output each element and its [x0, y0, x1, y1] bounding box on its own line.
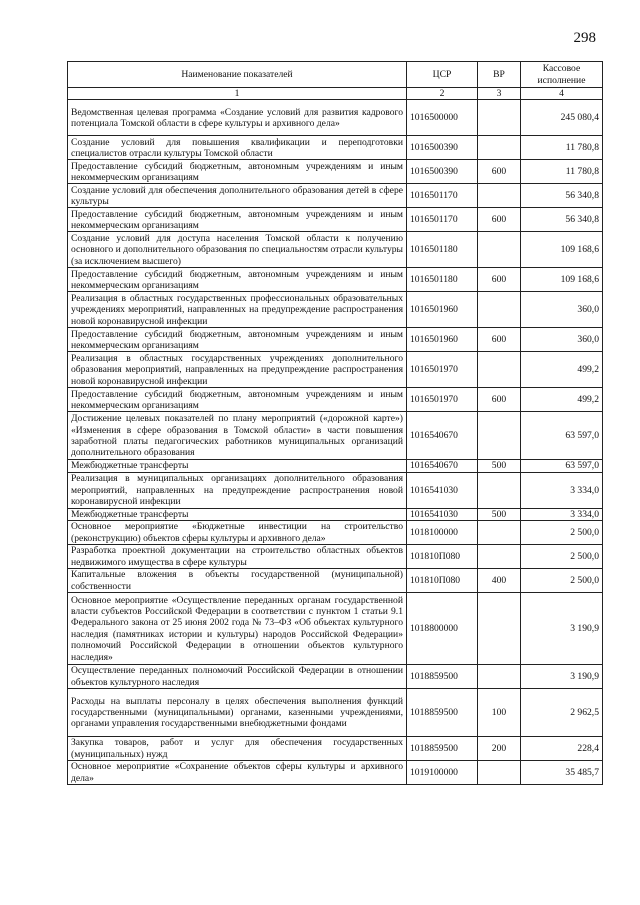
row-vr: 600: [478, 160, 521, 184]
row-name: Межбюджетные трансферты: [68, 508, 407, 520]
column-number: 2: [407, 88, 478, 100]
header-vr: ВР: [478, 62, 521, 88]
page-number: 298: [573, 30, 596, 46]
row-csr: 101810П080: [407, 545, 478, 569]
row-name: Достижение целевых показателей по плану мероприятий («дорожной карте») «Изменения в сфере образования в Томской области» в части повышения заработной платы педагогических работников муниципальных организаций дополнительного образования: [68, 412, 407, 460]
row-vr: 100: [478, 689, 521, 737]
row-amount: 360,0: [521, 328, 603, 352]
row-csr: 1016541030: [407, 472, 478, 508]
row-name: Разработка проектной документации на строительство областных объектов недвижимого имущества в сфере культуры: [68, 545, 407, 569]
row-vr: [478, 545, 521, 569]
table-row: [68, 761, 603, 785]
column-number: 4: [521, 88, 603, 100]
column-number: 3: [478, 88, 521, 100]
row-csr: 1016501170: [407, 208, 478, 232]
row-name: Основное мероприятие «Сохранение объектов сферы культуры и архивного дела»: [68, 761, 407, 785]
table-row: [68, 508, 603, 520]
row-csr: 1016541030: [407, 508, 478, 520]
table-row: [68, 328, 603, 352]
table-row: [68, 521, 603, 545]
row-csr: 101810П080: [407, 569, 478, 593]
row-csr: 1016500390: [407, 160, 478, 184]
row-csr: 1016540670: [407, 460, 478, 472]
row-csr: 1016501960: [407, 328, 478, 352]
row-vr: [478, 184, 521, 208]
row-csr: 1016500000: [407, 100, 478, 136]
row-name: Реализация в муниципальных организациях дополнительного образования мероприятий, направленных на предупреждение распространения новой коронавирусной инфекции: [68, 472, 407, 508]
row-name: Создание условий для обеспечения дополнительного образования детей в сфере культуры: [68, 184, 407, 208]
row-vr: 400: [478, 569, 521, 593]
row-amount: 499,2: [521, 352, 603, 388]
row-name: Предоставление субсидий бюджетным, автономным учреждениям и иным некоммерческим организациям: [68, 208, 407, 232]
row-vr: 600: [478, 208, 521, 232]
table-row: [68, 184, 603, 208]
row-name: Межбюджетные трансферты: [68, 460, 407, 472]
row-vr: [478, 232, 521, 268]
row-csr: 1016540670: [407, 412, 478, 460]
row-csr: 1016500390: [407, 136, 478, 160]
row-name: Закупка товаров, работ и услуг для обеспечения государственных (муниципальных) нужд: [68, 737, 407, 761]
row-amount: 2 500,0: [521, 569, 603, 593]
table-row: [68, 208, 603, 232]
table-row: [68, 232, 603, 268]
row-csr: 1018100000: [407, 521, 478, 545]
table-row: [68, 160, 603, 184]
row-amount: 63 597,0: [521, 460, 603, 472]
table-row: [68, 100, 603, 136]
row-amount: 11 780,8: [521, 136, 603, 160]
row-amount: 3 334,0: [521, 472, 603, 508]
row-amount: 11 780,8: [521, 160, 603, 184]
row-name: Создание условий для повышения квалификации и переподготовки специалистов отрасли культуры Томской области: [68, 136, 407, 160]
row-csr: 1016501970: [407, 352, 478, 388]
row-csr: 1016501970: [407, 388, 478, 412]
table-row: [68, 352, 603, 388]
row-vr: 500: [478, 460, 521, 472]
row-amount: 360,0: [521, 292, 603, 328]
row-amount: 56 340,8: [521, 184, 603, 208]
row-amount: 499,2: [521, 388, 603, 412]
row-amount: 245 080,4: [521, 100, 603, 136]
table-row: [68, 412, 603, 460]
row-csr: 1018859500: [407, 689, 478, 737]
row-name: Реализация в областных государственных учреждениях дополнительного образования мероприятий, направленных на предупреждение распространения новой коронавирусной инфекции: [68, 352, 407, 388]
row-vr: [478, 136, 521, 160]
row-vr: 600: [478, 268, 521, 292]
table-header-row: [68, 62, 603, 88]
row-amount: 109 168,6: [521, 232, 603, 268]
row-vr: [478, 665, 521, 689]
row-name: Предоставление субсидий бюджетным, автономным учреждениям и иным некоммерческим организациям: [68, 268, 407, 292]
table-row: [68, 472, 603, 508]
row-amount: 3 190,9: [521, 593, 603, 665]
row-csr: 1016501170: [407, 184, 478, 208]
row-name: Основное мероприятие «Осуществление переданных органам государственной власти субъектов Российской Федерации в соответствии с пунктом 1 статьи 9.1 Федерального закона от 25 июня 2002 года № 73–ФЗ «Об объектах культурного наследия (памятниках истории и культуры) народов Российской Федерации» полномочий Российской Федерации в отношении объектов культурного наследия»: [68, 593, 407, 665]
table-row: [68, 388, 603, 412]
row-csr: 1018859500: [407, 665, 478, 689]
table-body: [68, 100, 603, 785]
row-csr: 1019100000: [407, 761, 478, 785]
header-amount: Кассовое исполнение: [521, 62, 603, 88]
row-amount: 3 334,0: [521, 508, 603, 520]
row-vr: [478, 472, 521, 508]
row-amount: 2 500,0: [521, 521, 603, 545]
table-row: [68, 737, 603, 761]
row-vr: [478, 521, 521, 545]
row-name: Ведомственная целевая программа «Создание условий для развития кадрового потенциала Томской области в сфере культуры и архивного дела»: [68, 100, 407, 136]
row-amount: 63 597,0: [521, 412, 603, 460]
table-row: [68, 460, 603, 472]
table-row: [68, 545, 603, 569]
row-name: Основное мероприятие «Бюджетные инвестиции на строительство (реконструкцию) объектов сферы культуры и архивного дела»: [68, 521, 407, 545]
table-row: [68, 689, 603, 737]
row-name: Реализация в областных государственных профессиональных образовательных учреждениях мероприятий, направленных на предупреждение распространения новой коронавирусной инфекции: [68, 292, 407, 328]
row-name: Предоставление субсидий бюджетным, автономным учреждениям и иным некоммерческим организациям: [68, 388, 407, 412]
row-name: Расходы на выплаты персоналу в целях обеспечения выполнения функций государственными (муниципальными) органами, казенными учреждениями, органами управления государственными внебюджетными фондами: [68, 689, 407, 737]
row-vr: 500: [478, 508, 521, 520]
table-row: [68, 665, 603, 689]
header-name: Наименование показателей: [68, 62, 407, 88]
column-number: 1: [68, 88, 407, 100]
row-vr: 600: [478, 388, 521, 412]
row-csr: 1016501960: [407, 292, 478, 328]
row-csr: 1016501180: [407, 232, 478, 268]
row-name: Капитальные вложения в объекты государственной (муниципальной) собственности: [68, 569, 407, 593]
row-vr: [478, 292, 521, 328]
row-amount: 2 962,5: [521, 689, 603, 737]
row-vr: [478, 761, 521, 785]
row-vr: [478, 352, 521, 388]
row-name: Осуществление переданных полномочий Российской Федерации в отношении объектов культурного наследия: [68, 665, 407, 689]
table-row: [68, 569, 603, 593]
row-name: Предоставление субсидий бюджетным, автономным учреждениям и иным некоммерческим организациям: [68, 328, 407, 352]
row-vr: [478, 412, 521, 460]
row-amount: 228,4: [521, 737, 603, 761]
column-number-row: [68, 88, 603, 100]
table-row: [68, 268, 603, 292]
row-amount: 2 500,0: [521, 545, 603, 569]
row-vr: [478, 100, 521, 136]
row-csr: 1018800000: [407, 593, 478, 665]
row-vr: 200: [478, 737, 521, 761]
row-amount: 109 168,6: [521, 268, 603, 292]
row-amount: 35 485,7: [521, 761, 603, 785]
table-row: [68, 136, 603, 160]
row-vr: [478, 593, 521, 665]
row-csr: 1018859500: [407, 737, 478, 761]
row-name: Предоставление субсидий бюджетным, автономным учреждениям и иным некоммерческим организациям: [68, 160, 407, 184]
table-row: [68, 292, 603, 328]
row-amount: 3 190,9: [521, 665, 603, 689]
row-csr: 1016501180: [407, 268, 478, 292]
table-row: [68, 593, 603, 665]
row-name: Создание условий для доступа населения Томской области к получению основного и дополнительного образования по специальностям отрасли культуры (за исключением высшего): [68, 232, 407, 268]
row-vr: 600: [478, 328, 521, 352]
header-csr: ЦСР: [407, 62, 478, 88]
budget-execution-table: [67, 61, 603, 785]
row-amount: 56 340,8: [521, 208, 603, 232]
